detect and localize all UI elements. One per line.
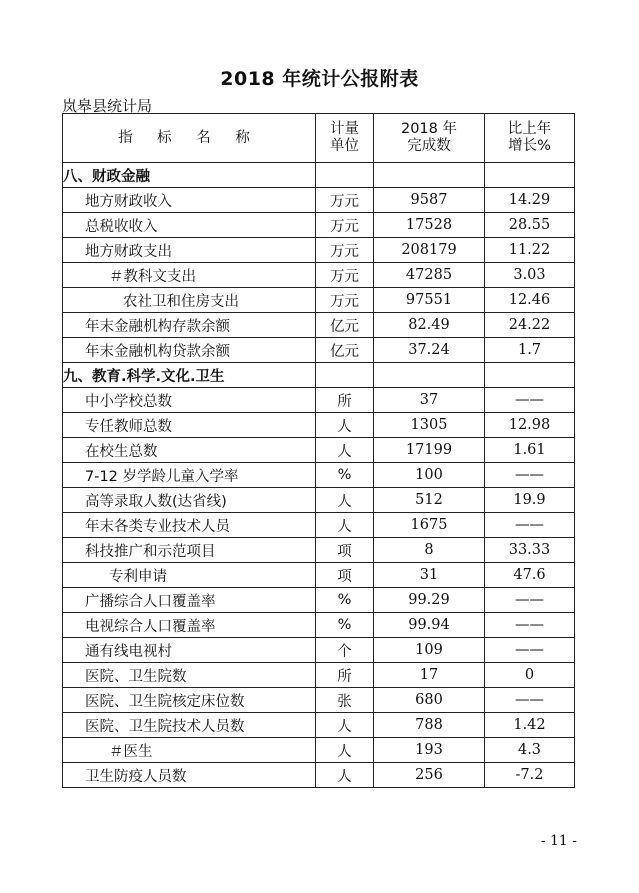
header-value-line1: 2018 年 xyxy=(400,121,457,137)
header-unit-line1: 计量 xyxy=(330,121,359,137)
unit-cell: % xyxy=(316,613,374,638)
header-value-line2: 完成数 xyxy=(407,138,451,154)
change-cell: 28.55 xyxy=(485,213,575,238)
indicator-name: 通有线电视村 xyxy=(63,638,316,663)
value-cell: 17528 xyxy=(374,213,485,238)
change-cell: -7.2 xyxy=(485,763,575,788)
unit-cell: 个 xyxy=(316,638,374,663)
value-cell: 99.94 xyxy=(374,613,485,638)
change-cell: —— xyxy=(485,463,575,488)
page-number: - 11 - xyxy=(540,833,577,849)
indicator-name: 年末金融机构贷款余额 xyxy=(63,338,316,363)
change-cell: —— xyxy=(485,388,575,413)
value-cell: 100 xyxy=(374,463,485,488)
change-cell: —— xyxy=(485,613,575,638)
table-row xyxy=(63,588,575,613)
change-cell xyxy=(485,363,575,388)
indicator-name: 农社卫和住房支出 xyxy=(63,288,316,313)
change-cell: —— xyxy=(485,688,575,713)
table-row xyxy=(63,538,575,563)
indicator-name: 7-12 岁学龄儿童入学率 xyxy=(63,463,316,488)
statistics-table xyxy=(62,113,575,788)
table-row xyxy=(63,438,575,463)
unit-cell: 万元 xyxy=(316,238,374,263)
change-cell: 47.6 xyxy=(485,563,575,588)
table-row xyxy=(63,413,575,438)
unit-cell: 人 xyxy=(316,763,374,788)
unit-cell: 人 xyxy=(316,738,374,763)
value-cell: 8 xyxy=(374,538,485,563)
header-row xyxy=(63,114,575,163)
unit-cell: 人 xyxy=(316,413,374,438)
unit-cell: 项 xyxy=(316,538,374,563)
header-change xyxy=(485,114,575,163)
indicator-name: 医院、卫生院数 xyxy=(63,663,316,688)
value-cell: 208179 xyxy=(374,238,485,263)
unit-cell: 项 xyxy=(316,563,374,588)
value-cell: 47285 xyxy=(374,263,485,288)
value-cell: 680 xyxy=(374,688,485,713)
value-cell: 788 xyxy=(374,713,485,738)
indicator-name: 电视综合人口覆盖率 xyxy=(63,613,316,638)
indicator-name: 地方财政收入 xyxy=(63,188,316,213)
indicator-name: 年末各类专业技术人员 xyxy=(63,513,316,538)
indicator-name: 专任教师总数 xyxy=(63,413,316,438)
unit-cell: 亿元 xyxy=(316,338,374,363)
unit-cell: 人 xyxy=(316,513,374,538)
header-value xyxy=(374,114,485,163)
value-cell: 17199 xyxy=(374,438,485,463)
table-row xyxy=(63,388,575,413)
section-row xyxy=(63,163,575,188)
value-cell: 97551 xyxy=(374,288,485,313)
indicator-name: 在校生总数 xyxy=(63,438,316,463)
change-cell: —— xyxy=(485,588,575,613)
table-row xyxy=(63,263,575,288)
value-cell: 9587 xyxy=(374,188,485,213)
unit-cell: 所 xyxy=(316,663,374,688)
table-row xyxy=(63,238,575,263)
section-title: 九、教育.科学.文化.卫生 xyxy=(63,363,316,388)
section-title: 八、财政金融 xyxy=(63,163,316,188)
value-cell: 1675 xyxy=(374,513,485,538)
unit-cell xyxy=(316,163,374,188)
table-row xyxy=(63,288,575,313)
table-row xyxy=(63,513,575,538)
header-change-line1: 比上年 xyxy=(507,121,552,137)
table-row xyxy=(63,738,575,763)
unit-cell xyxy=(316,363,374,388)
value-cell: 37.24 xyxy=(374,338,485,363)
value-cell xyxy=(374,363,485,388)
change-cell: 14.29 xyxy=(485,188,575,213)
unit-cell: % xyxy=(316,463,374,488)
value-cell: 37 xyxy=(374,388,485,413)
value-cell: 193 xyxy=(374,738,485,763)
change-cell: 3.03 xyxy=(485,263,575,288)
value-cell: 109 xyxy=(374,638,485,663)
table-row xyxy=(63,213,575,238)
table-row xyxy=(63,338,575,363)
table-body xyxy=(63,163,575,788)
indicator-name: ＃医生 xyxy=(63,738,316,763)
unit-cell: 万元 xyxy=(316,288,374,313)
unit-cell: 万元 xyxy=(316,213,374,238)
table-row xyxy=(63,188,575,213)
unit-cell: % xyxy=(316,588,374,613)
indicator-name: 地方财政支出 xyxy=(63,238,316,263)
indicator-name: 广播综合人口覆盖率 xyxy=(63,588,316,613)
indicator-name: 医院、卫生院核定床位数 xyxy=(63,688,316,713)
table-row xyxy=(63,688,575,713)
unit-cell: 万元 xyxy=(316,263,374,288)
change-cell: 11.22 xyxy=(485,238,575,263)
change-cell xyxy=(485,163,575,188)
indicator-name: ＃教科文支出 xyxy=(63,263,316,288)
value-cell: 99.29 xyxy=(374,588,485,613)
unit-cell: 人 xyxy=(316,438,374,463)
table-header xyxy=(63,114,575,163)
unit-cell: 张 xyxy=(316,688,374,713)
change-cell: 12.46 xyxy=(485,288,575,313)
table-row xyxy=(63,638,575,663)
indicator-name: 卫生防疫人员数 xyxy=(63,763,316,788)
change-cell: 12.98 xyxy=(485,413,575,438)
table-row xyxy=(63,663,575,688)
value-cell: 256 xyxy=(374,763,485,788)
table-row xyxy=(63,563,575,588)
change-cell: 1.42 xyxy=(485,713,575,738)
section-row xyxy=(63,363,575,388)
change-cell: —— xyxy=(485,513,575,538)
table-row xyxy=(63,713,575,738)
unit-cell: 人 xyxy=(316,713,374,738)
change-cell: 1.7 xyxy=(485,338,575,363)
change-cell: 0 xyxy=(485,663,575,688)
document-title: 2018 年统计公报附表 xyxy=(220,68,419,90)
unit-cell: 万元 xyxy=(316,188,374,213)
change-cell: 1.61 xyxy=(485,438,575,463)
value-cell: 17 xyxy=(374,663,485,688)
table-row xyxy=(63,313,575,338)
unit-cell: 人 xyxy=(316,488,374,513)
header-indicator-name: 指 标 名 称 xyxy=(63,114,316,163)
indicator-name: 中小学校总数 xyxy=(63,388,316,413)
unit-cell: 亿元 xyxy=(316,313,374,338)
header-change-line2: 增长% xyxy=(508,138,551,154)
table-row xyxy=(63,613,575,638)
indicator-name: 医院、卫生院技术人员数 xyxy=(63,713,316,738)
change-cell: 33.33 xyxy=(485,538,575,563)
table-row xyxy=(63,488,575,513)
value-cell: 1305 xyxy=(374,413,485,438)
header-unit xyxy=(316,114,374,163)
unit-cell: 所 xyxy=(316,388,374,413)
indicator-name: 年末金融机构存款余额 xyxy=(63,313,316,338)
change-cell: 24.22 xyxy=(485,313,575,338)
indicator-name: 专利申请 xyxy=(63,563,316,588)
source-agency: 岚皋县统计局 xyxy=(62,97,153,115)
value-cell: 82.49 xyxy=(374,313,485,338)
indicator-name: 高等录取人数(达省线) xyxy=(63,488,316,513)
table-row xyxy=(63,763,575,788)
change-cell: 4.3 xyxy=(485,738,575,763)
header-unit-line2: 单位 xyxy=(330,138,359,154)
change-cell: 19.9 xyxy=(485,488,575,513)
value-cell: 512 xyxy=(374,488,485,513)
value-cell xyxy=(374,163,485,188)
indicator-name: 科技推广和示范项目 xyxy=(63,538,316,563)
indicator-name: 总税收收入 xyxy=(63,213,316,238)
value-cell: 31 xyxy=(374,563,485,588)
table-row xyxy=(63,463,575,488)
change-cell: —— xyxy=(485,638,575,663)
